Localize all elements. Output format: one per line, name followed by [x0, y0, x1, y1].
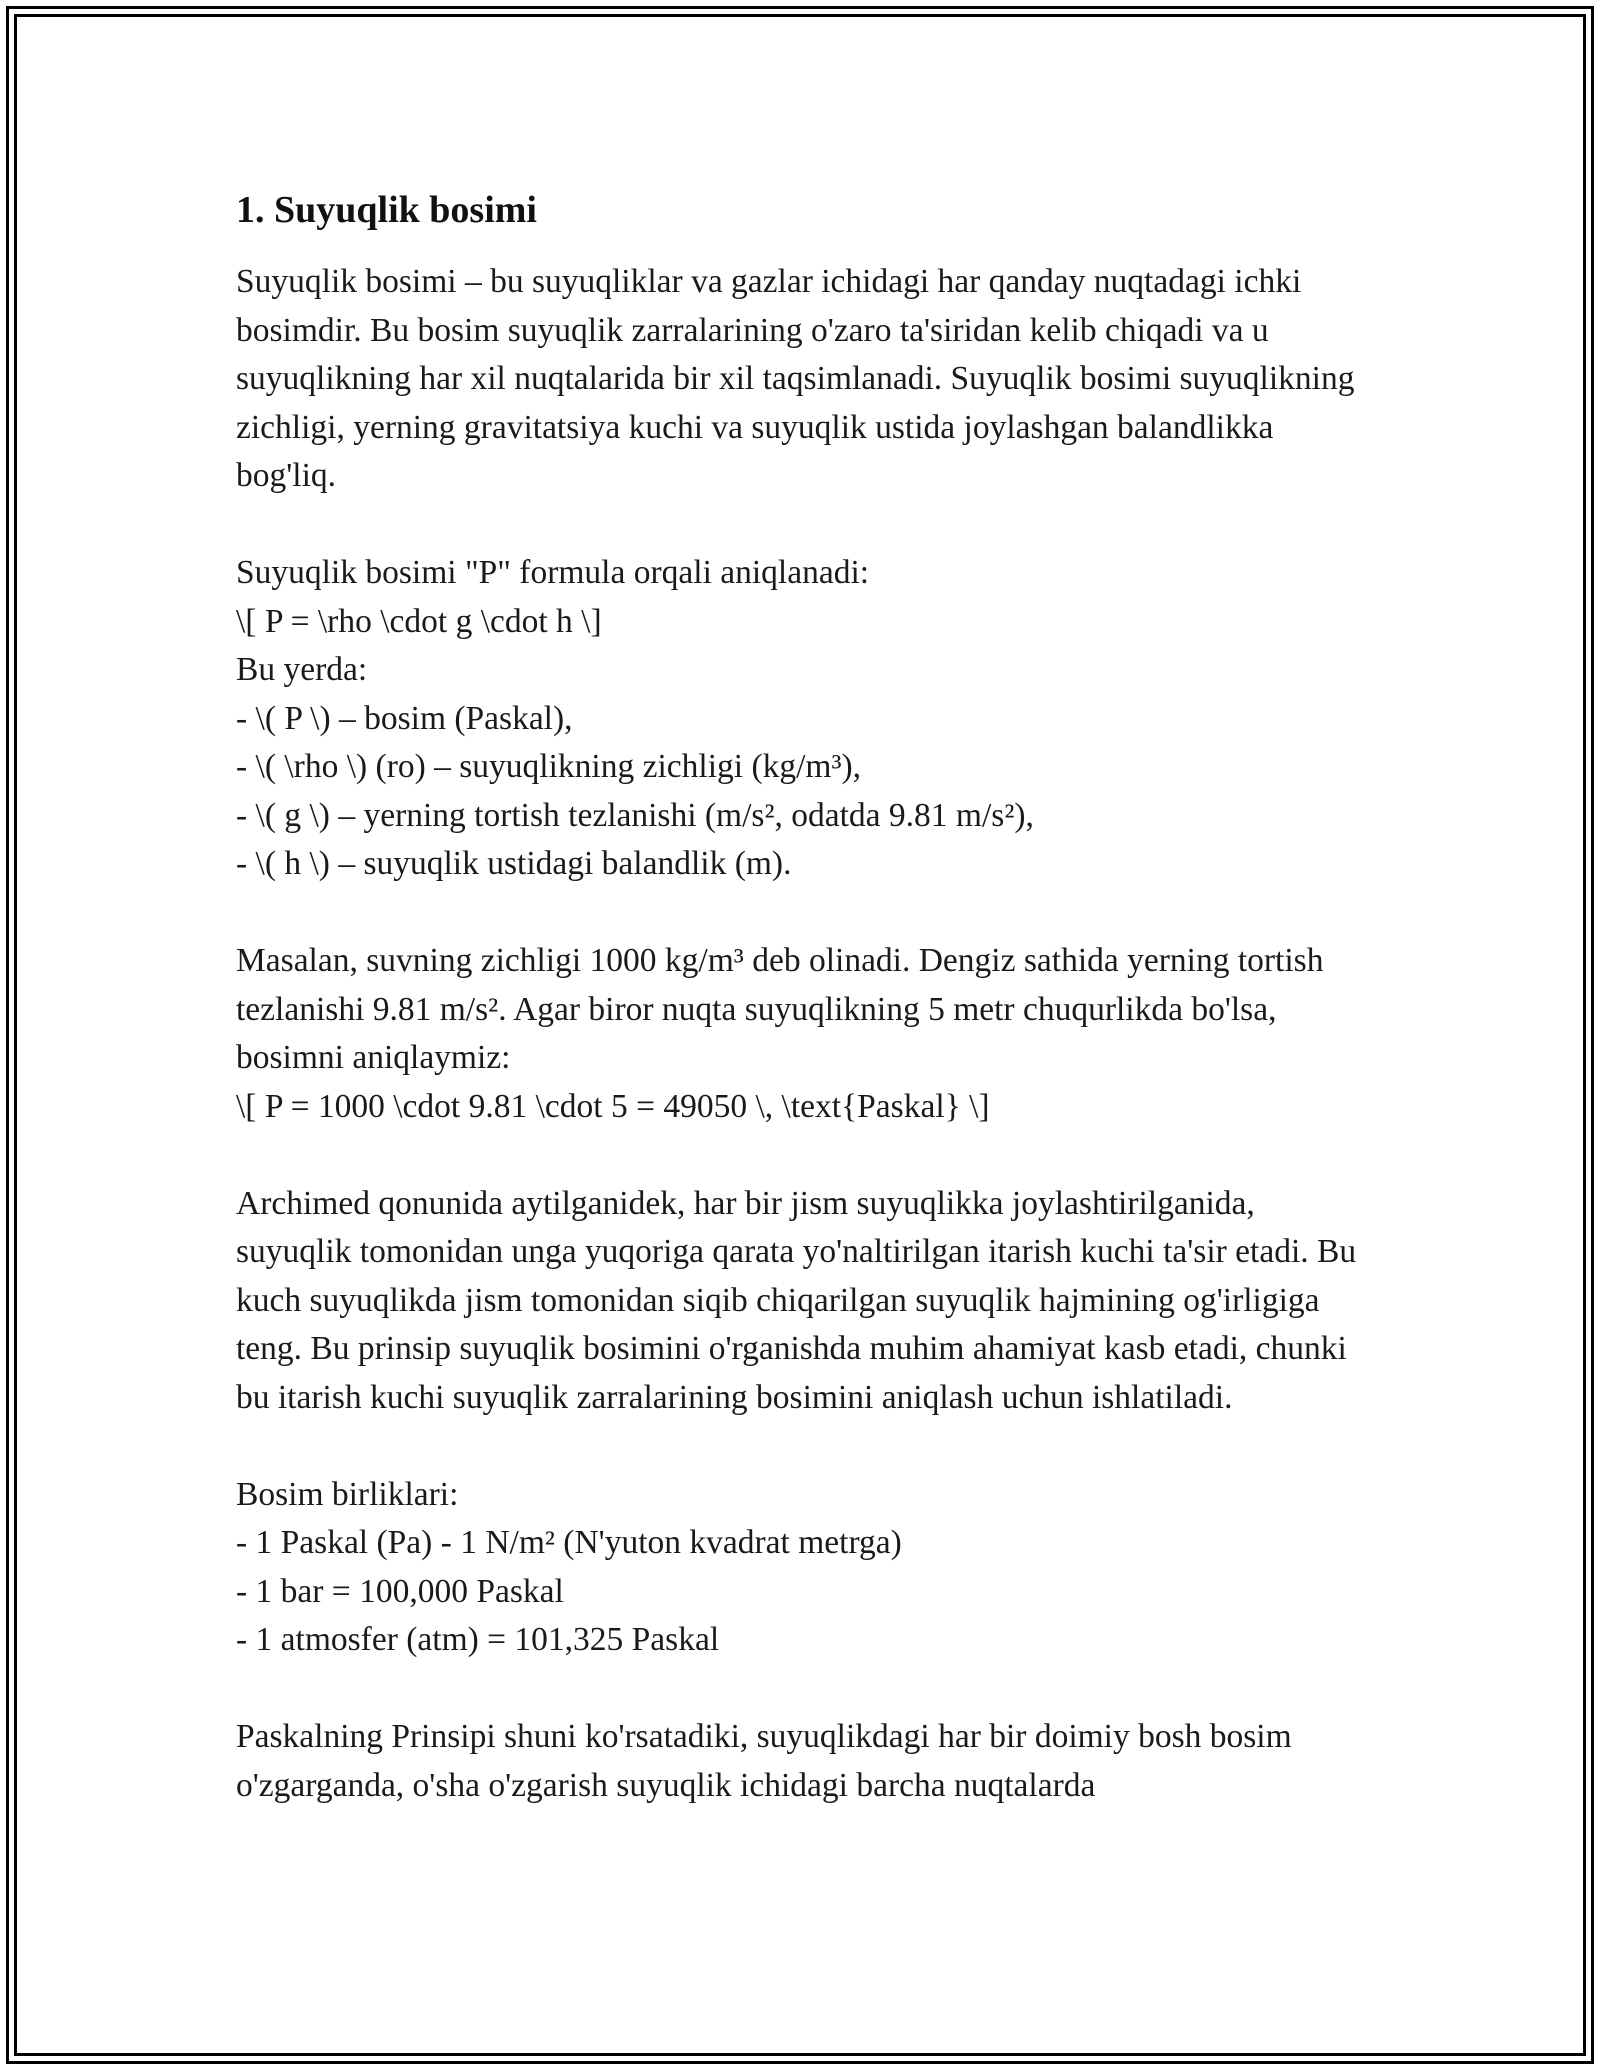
- formula-intro: Suyuqlik bosimi "P" formula orqali aniqlanadi:: [236, 554, 870, 591]
- unit-item: - 1 bar = 100,000 Paskal: [236, 1572, 564, 1610]
- example-paragraph: Masalan, suvning zichligi 1000 kg/m³ deb olinadi. Dengiz sathida yerning tortish tezlanishi 9.81 m/s². Agar biror nuqta suyuqlikning 5 metr chuqurlikda bo'lsa, bosimni aniqlaymiz:: [236, 942, 1324, 1076]
- variable-item: - \( P \) – bosim (Paskal),: [236, 699, 573, 737]
- variable-item: - \( g \) – yerning tortish tezlanishi (m/s², odatda 9.81 m/s²),: [236, 796, 1034, 834]
- paragraph-gap: [236, 1665, 1376, 1714]
- formula-section: [236, 549, 1376, 889]
- archimedes-paragraph: Archimed qonunida aytilganidek, har bir jism suyuqlikka joylashtirilganida, suyuqlik tomonidan unga yuqoriga qarata yo'naltirilgan itarish kuchi ta'sir etadi. Bu kuch suyuqlikda jism tomonidan siqib chiqarilgan suyuqlik hajmining og'irligiga teng. Bu prinsip suyuqlik bosimini o'rganishda muhim ahamiyat kasb etadi, chunki bu itarish kuchi suyuqlik zarralarining bosimini aniqlash uchun ishlatiladi.: [236, 1184, 1357, 1416]
- pressure-formula: \[ P = \rho \cdot g \cdot h \]: [236, 602, 602, 640]
- example-formula: \[ P = 1000 \cdot 9.81 \cdot 5 = 49050 \, \text{Paskal} \]: [236, 1087, 990, 1125]
- paragraph-gap: [236, 1131, 1376, 1180]
- paragraph-gap: [236, 889, 1376, 938]
- pascal-paragraph: Paskalning Prinsipi shuni ko'rsatadiki, suyuqlikdagi har bir doimiy bosh bosim o'zgarganda, o'sha o'zgarish suyuqlik ichidagi barcha nuqtalarda: [236, 1718, 1292, 1804]
- section-heading: 1. Suyuqlik bosimi: [236, 189, 537, 231]
- unit-item: - 1 Paskal (Pa) - 1 N/m² (N'yuton kvadrat metrga): [236, 1524, 902, 1561]
- paragraph-gap: [236, 501, 1376, 550]
- example-section: [236, 937, 1376, 1131]
- intro-paragraph: Suyuqlik bosimi – bu suyuqliklar va gazlar ichidagi har qanday nuqtadagi ichki bosimdir. Bu bosim suyuqlik zarralarining o'zaro ta'siridan kelib chiqadi va u suyuqlikning har xil nuqtalarida bir xil taqsimlanadi. Suyuqlik bosimi suyuqlikning zichligi, yerning gravitatsiya kuchi va suyuqlik ustida joylashgan balandlikka bog'liq.: [236, 263, 1355, 494]
- paragraph-gap: [236, 1422, 1376, 1471]
- variable-item: - \( \rho \) (ro) – suyuqlikning zichligi (kg/m³),: [236, 748, 862, 785]
- variable-item: - \( h \) – suyuqlik ustidagi balandlik (m).: [236, 845, 792, 882]
- document-body: [236, 186, 1376, 1810]
- units-section: [236, 1471, 1376, 1665]
- formula-where-label: Bu yerda:: [236, 651, 368, 688]
- unit-item: - 1 atmosfer (atm) = 101,325 Paskal: [236, 1621, 720, 1658]
- units-title: Bosim birliklari:: [236, 1475, 459, 1513]
